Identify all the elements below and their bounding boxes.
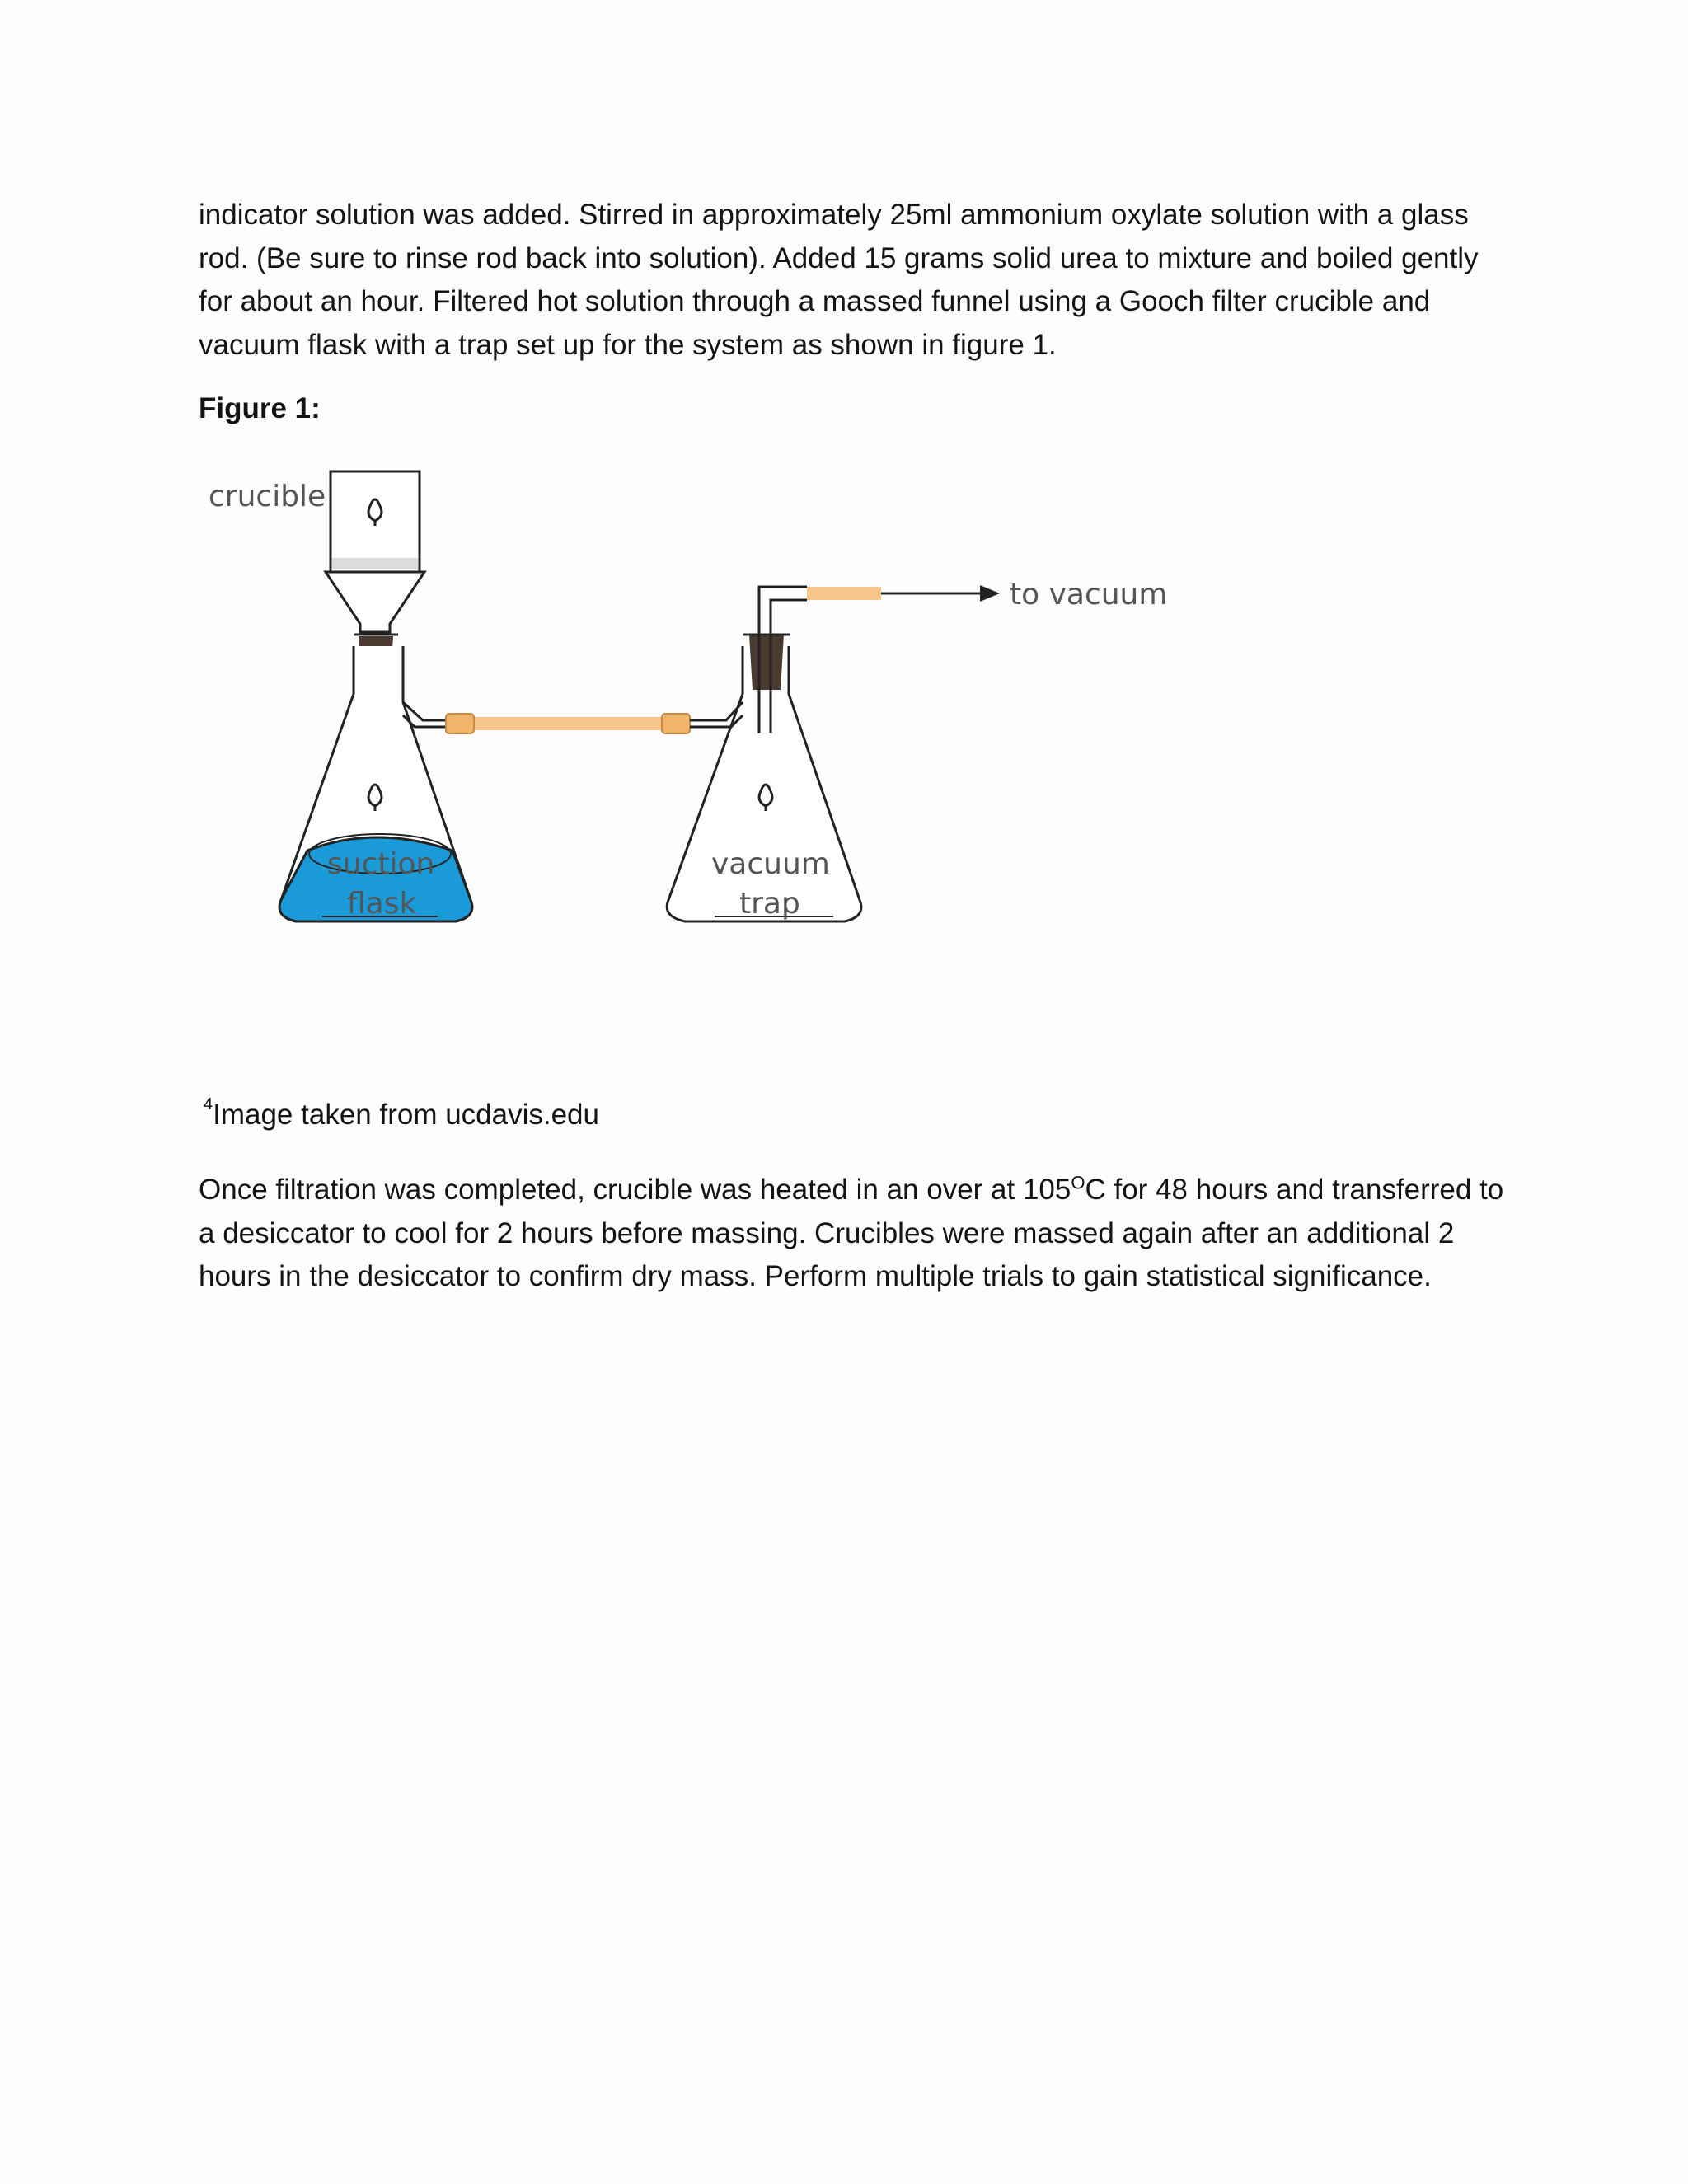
figure-label: Figure 1: (199, 392, 321, 424)
vacuum-line (807, 578, 1167, 612)
paragraph-2-part-2: C for 48 hours and transferred to a desiccator to cool for 2 hours before massing. Crucibles were massed again after an additional 2 hours in the desiccator to confirm dry mass. Perform multiple trials to gain statistical significance. (199, 1174, 1504, 1292)
caption-text: Image taken from ucdavis.edu (213, 1099, 599, 1131)
funnel (326, 572, 424, 632)
vacuum-label: to vacuum (1010, 578, 1168, 612)
suction-flask-label-2: flask (347, 887, 417, 921)
paragraph-procedure: indicator solution was added. Stirred in approximately 25ml ammonium oxylate solution with a glass rod. (Be sure to rinse rod back into solution). Added 15 grams solid urea to mixture and boiled gently for about an hour. Filtered hot solution through a massed funnel using a Gooch filter crucible and vacuum flask with a trap set up for the system as shown in figure 1. (199, 199, 1479, 361)
paragraph-2-part-1: Once filtration was completed, crucible was heated in an over at 105 (199, 1174, 1071, 1206)
arrow-right-icon (980, 585, 1000, 602)
suction-flask (279, 646, 472, 921)
suction-flask-label-1: suction (327, 847, 435, 881)
crucible (331, 471, 420, 572)
vacuum-trap-label-2: trap (739, 887, 800, 921)
caption-superscript: 4 (204, 1095, 213, 1113)
crucible-label: crucible (209, 480, 326, 513)
paragraph-drying (199, 1169, 1517, 1299)
vacuum-trap-label-1: vacuum (711, 847, 830, 881)
image-caption (204, 1095, 599, 1132)
degree-superscript: O (1071, 1172, 1085, 1193)
connecting-tubing (446, 714, 690, 733)
vacuum-filtration-diagram (199, 455, 1188, 1024)
